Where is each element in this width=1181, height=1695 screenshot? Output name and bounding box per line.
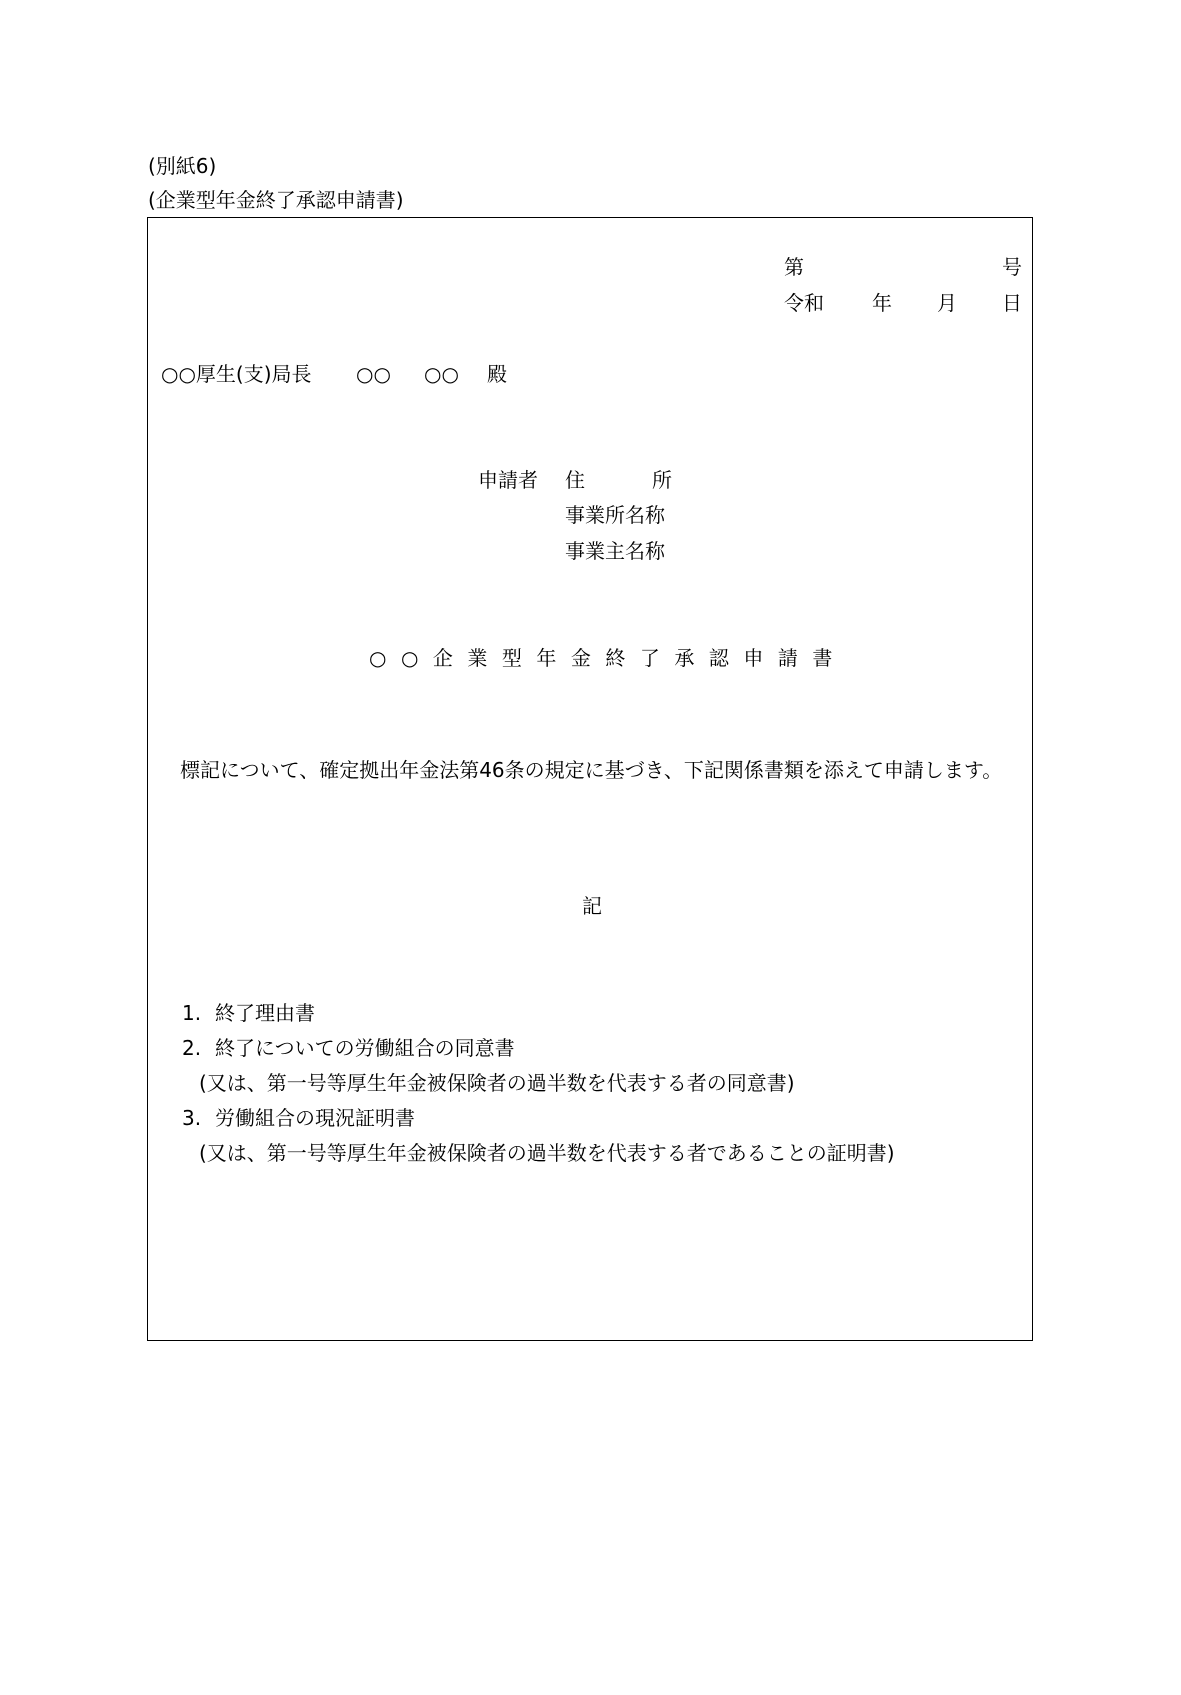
date-month: 月 xyxy=(937,291,957,315)
list-item-number: 2. xyxy=(182,1036,202,1060)
date-era: 令和 xyxy=(784,291,824,315)
applicant-office-name: 事業所名称 xyxy=(565,503,665,527)
list-item: 終了理由書 xyxy=(215,1001,315,1025)
list-item: 終了についての労働組合の同意書 xyxy=(215,1036,515,1060)
list-item-note: (又は、第一号等厚生年金被保険者の過半数を代表する者の同意書) xyxy=(199,1071,795,1095)
applicant-address-char2: 所 xyxy=(652,468,672,492)
document-title: ○○企業型年金終了承認申請書 xyxy=(369,646,847,670)
addressee-name2: ○○ xyxy=(424,362,459,386)
ki-label: 記 xyxy=(582,894,602,918)
applicant-owner-name: 事業主名称 xyxy=(565,539,665,563)
list-item: 労働組合の現況証明書 xyxy=(215,1106,415,1130)
addressee-office: ○○厚生(支)局長 xyxy=(161,362,312,386)
attachment-label: (別紙6) xyxy=(148,154,217,178)
list-item-number: 3. xyxy=(182,1106,202,1130)
addressee-name1: ○○ xyxy=(356,362,391,386)
ref-go: 号 xyxy=(1002,255,1022,279)
date-day: 日 xyxy=(1002,291,1022,315)
form-name: (企業型年金終了承認申請書) xyxy=(148,188,404,212)
list-item-note: (又は、第一号等厚生年金被保険者の過半数を代表する者であることの証明書) xyxy=(199,1141,895,1165)
ref-dai: 第 xyxy=(784,255,804,279)
body-paragraph: 標記について、確定拠出年金法第46条の規定に基づき、下記関係書類を添えて申請します。 xyxy=(180,758,1003,782)
list-item-number: 1. xyxy=(182,1001,202,1025)
date-year: 年 xyxy=(872,291,892,315)
addressee-honorific: 殿 xyxy=(487,362,507,386)
applicant-address-char1: 住 xyxy=(565,468,585,492)
applicant-label: 申請者 xyxy=(478,468,538,492)
